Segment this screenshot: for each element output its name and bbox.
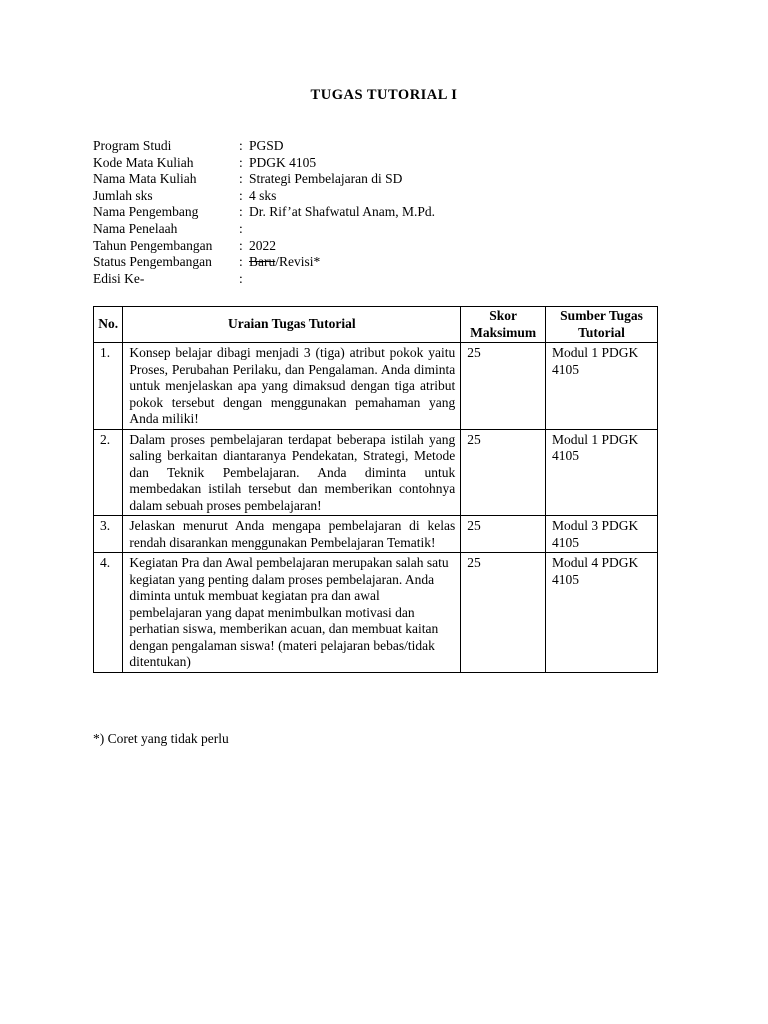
- table-row: [94, 429, 658, 516]
- info-colon: :: [239, 138, 243, 153]
- info-label: Nama Pengembang: [93, 204, 199, 220]
- table-row: [94, 553, 658, 673]
- header-skor: Skor Maksimum: [461, 307, 546, 343]
- info-row-nama-penelaah: [93, 221, 435, 238]
- cell-sumber: Modul 1 PDGK 4105: [546, 343, 658, 430]
- header-no: No.: [94, 307, 123, 343]
- info-value: [249, 254, 320, 271]
- info-colon: :: [239, 154, 243, 170]
- info-label: Edisi Ke-: [93, 270, 145, 286]
- cell-skor: 25: [461, 343, 546, 430]
- cell-skor: 25: [461, 553, 546, 673]
- cell-uraian: Konsep belajar dibagi menjadi 3 (tiga) atribut pokok yaitu Proses, Perubahan Perilaku, dan Pengalaman. Anda diminta untuk menjelaskan apa yang dimaksud dengan tiga atribut pokok tersebut dengan menggunakan pemahaman yang Anda miliki!: [123, 343, 461, 430]
- table-row: [94, 343, 658, 430]
- cell-sumber: Modul 4 PDGK 4105: [546, 553, 658, 673]
- info-row-program-studi: [93, 138, 435, 155]
- header-uraian: Uraian Tugas Tutorial: [123, 307, 461, 343]
- cell-uraian: Kegiatan Pra dan Awal pembelajaran merupakan salah satu kegiatan yang penting dalam proses pembelajaran. Anda diminta untuk membuat kegiatan pra dan awal pembelajaran yang dapat menimbulkan motivasi dan perhatian siswa, memberikan acuan, dan membuat kaitan dengan pengalaman siswa! (materi pelajaran bebas/tidak ditentukan): [123, 553, 461, 673]
- document-title: TUGAS TUTORIAL I: [310, 87, 458, 103]
- info-label: Nama Mata Kuliah: [93, 171, 197, 187]
- cell-no: 3.: [94, 516, 123, 553]
- info-value: PDGK 4105: [249, 154, 317, 170]
- info-colon: :: [239, 237, 243, 253]
- info-colon: :: [239, 204, 243, 220]
- cell-uraian: Dalam proses pembelajaran terdapat beberapa istilah yang saling berkaitan diantaranya Pendekatan, Strategi, Metode dan Teknik Pembelajaran. Anda diminta untuk membedakan istilah tersebut dan memberikan contohnya dalam sebuah proses pembelajaran!: [123, 429, 461, 516]
- info-row-edisi: [93, 271, 435, 288]
- info-row-nama-mata-kuliah: [93, 171, 435, 188]
- cell-no: 2.: [94, 429, 123, 516]
- info-label: Jumlah sks: [93, 187, 153, 203]
- info-colon: :: [239, 187, 243, 203]
- info-row-tahun-pengembangan: [93, 238, 435, 255]
- info-label: Program Studi: [93, 138, 172, 153]
- table-row: [94, 516, 658, 553]
- info-label: Nama Penelaah: [93, 220, 178, 236]
- footnote: *) Coret yang tidak perlu: [93, 731, 229, 746]
- info-row-status-pengembangan: [93, 254, 435, 271]
- tutorial-task-table: [93, 306, 658, 673]
- cell-skor: 25: [461, 429, 546, 516]
- cell-sumber: Modul 1 PDGK 4105: [546, 429, 658, 516]
- header-sumber: Sumber Tugas Tutorial: [546, 307, 658, 343]
- info-colon: :: [239, 220, 243, 236]
- info-colon: :: [239, 171, 243, 187]
- info-value: 2022: [249, 237, 276, 253]
- info-value: PGSD: [249, 138, 284, 153]
- remaining-option: /Revisi*: [275, 254, 321, 270]
- cell-skor: 25: [461, 516, 546, 553]
- info-row-nama-pengembang: [93, 204, 435, 221]
- info-value: Dr. Rif’at Shafwatul Anam, M.Pd.: [249, 204, 435, 220]
- struck-option: Baru: [249, 254, 276, 270]
- cell-no: 4.: [94, 553, 123, 673]
- table-header-row: [94, 307, 658, 343]
- cell-sumber: Modul 3 PDGK 4105: [546, 516, 658, 553]
- cell-no: 1.: [94, 343, 123, 430]
- info-colon: :: [239, 270, 243, 286]
- info-colon: :: [239, 254, 243, 270]
- info-value: 4 sks: [249, 187, 277, 203]
- info-label: Tahun Pengembangan: [93, 237, 213, 253]
- course-info: [93, 138, 435, 287]
- info-label: Status Pengembangan: [93, 254, 212, 270]
- info-label: Kode Mata Kuliah: [93, 154, 194, 170]
- info-row-kode-mata-kuliah: [93, 155, 435, 172]
- cell-uraian: Jelaskan menurut Anda mengapa pembelajaran di kelas rendah disarankan menggunakan Pembelajaran Tematik!: [123, 516, 461, 553]
- info-value: Strategi Pembelajaran di SD: [249, 171, 403, 187]
- info-row-jumlah-sks: [93, 188, 435, 205]
